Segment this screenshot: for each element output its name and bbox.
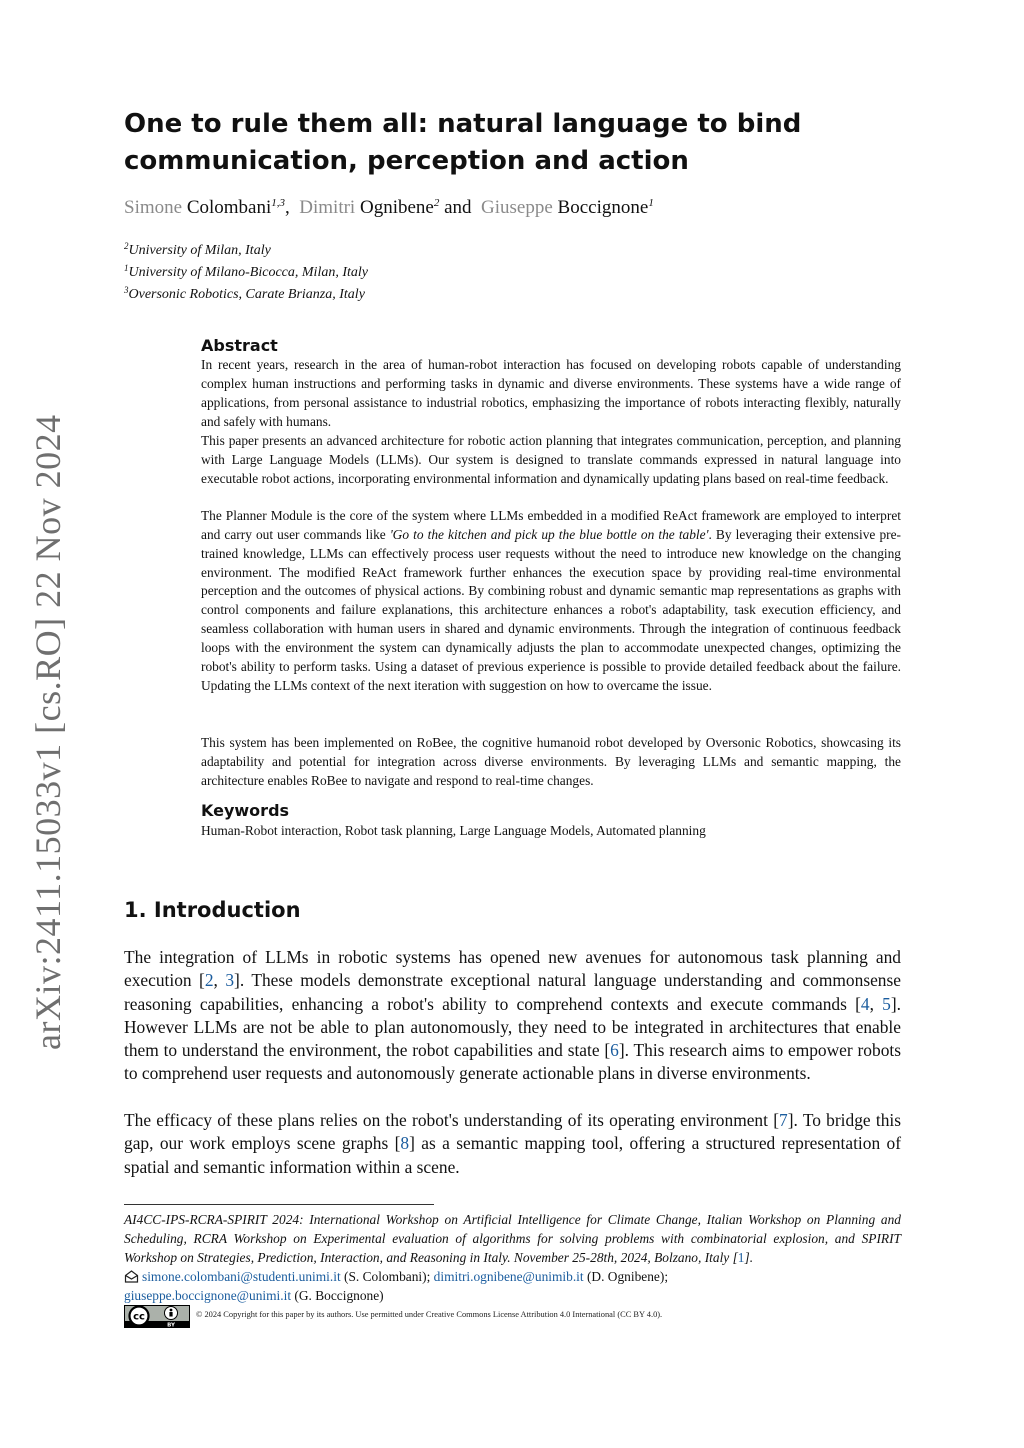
citation-link[interactable]: 5 bbox=[882, 993, 891, 1014]
keywords-text: Human-Robot interaction, Robot task planning, Large Language Models, Automated planning bbox=[201, 823, 706, 838]
keywords-heading: Keywords bbox=[201, 801, 290, 820]
section-heading-introduction: 1. Introduction bbox=[124, 898, 301, 922]
email-link[interactable]: dimitri.ognibene@unimib.it bbox=[433, 1269, 584, 1284]
by-label: BY bbox=[167, 1322, 175, 1328]
copyright-notice: © 2024 Copyright for this paper by its authors. Use permitted under Creative Commons License Attribution 4.0 International (CC BY 4.0). bbox=[196, 1310, 663, 1319]
abstract-paragraph: This paper presents an advanced architecture for robotic action planning that integrates communication, perception, and planning with Large Language Models (LLMs). Our system is designed to translate commands expressed in natural language into executable robot actions, incorporating environmental information and dynamically updating plans based on real-time feedback. bbox=[201, 433, 901, 486]
citation-link[interactable]: 7 bbox=[779, 1110, 788, 1130]
envelope-icon bbox=[124, 1270, 139, 1283]
affiliation: $^3$Oversonic Robotics, Carate Brianza, Italy bbox=[124, 285, 365, 302]
footnote-conference: AI4CC-IPS-RCRA-SPIRIT 2024: International Workshop on Artificial Intelligence for Climate Change, Italian Workshop on Planning and Scheduling, RCRA Workshop on Experimental evaluation of algorithms for solving problems with combinatorial explosion, and SPIRIT Workshop on Strategies, Prediction, Interaction, and Reasoning in Italy. November 25-28th, 2024, Bolzano, Italy [1]. bbox=[124, 1212, 901, 1265]
author-boccignone: Giuseppe Boccignone$^1$ bbox=[481, 197, 654, 218]
author-ognibene: Dimitri Ognibene$^2$ bbox=[299, 197, 440, 218]
footnote-divider bbox=[124, 1204, 434, 1205]
citation-link[interactable]: 1 bbox=[737, 1250, 745, 1265]
cc-by-license-icon bbox=[124, 1305, 190, 1328]
citation-link[interactable]: 4 bbox=[860, 993, 870, 1014]
citation-link[interactable]: 8 bbox=[400, 1133, 410, 1154]
affiliation: $^1$University of Milano-Bicocca, Milan, Italy bbox=[124, 263, 368, 280]
abstract-paragraph: In recent years, research in the area of human-robot interaction has focused on developing robots capable of understanding complex human instructions and performing tasks in dynamic and diverse environments. These systems have a wide range of applications, from personal assistance to industrial robotics, emphasizing the importance of robots interacting flexibly, naturally and safely with humans. bbox=[201, 357, 901, 429]
affiliation: $^2$University of Milan, Italy bbox=[124, 241, 271, 258]
intro-paragraph: The efficacy of these plans relies on the robot's understanding of its operating environment [7]. To bridge this gap, our work employs scene graphs [8] as a semantic mapping tool, offering a structured representation of spatial and semantic information within a scene. bbox=[124, 1110, 902, 1177]
citation-link[interactable]: 6 bbox=[610, 1040, 619, 1061]
author-list: Simone Colombani$^{1,3}$, Dimitri Ognibene$^2$ and Giuseppe Boccignone$^1$ bbox=[124, 197, 654, 218]
email-link[interactable]: simone.colombani@studenti.unimi.it bbox=[142, 1269, 341, 1284]
intro-paragraph: The integration of LLMs in robotic systems has opened new avenues for autonomous task planning and execution [2, 3]. These models demonstrate exceptional natural language understanding and commonsense reasoning capabilities, enhancing a robot's ability to comprehend contexts and execute commands [4, 5]. However LLMs are not be able to plan autonomously, they need to be integrated in architectures that enable them to understand the environment, the robot capabilities and state [6]. This research aims to empower robots to comprehend user requests and autonomously generate actionable plans in diverse environments. bbox=[124, 947, 901, 1084]
cc-label: cc bbox=[133, 1311, 145, 1323]
paper-title: One to rule them all: natural language to bind communication, perception and action bbox=[124, 109, 802, 176]
citation-link[interactable]: 2 bbox=[204, 970, 214, 991]
abstract-paragraph: The Planner Module is the core of the system where LLMs embedded in a modified ReAct framework are employed to interpret and carry out user commands like 'Go to the kitchen and pick up the blue bottle on the table'. By leveraging their extensive pre-trained knowledge, LLMs can effectively process user requests without the need to introduce new knowledge on the changing environment. The modified ReAct framework further enhances the execution space by providing real-time environmental perception and the outcomes of physical actions. By combining robust and dynamic semantic map representations as graphs with control components and failure explanations, this architecture enhances a robot's adaptability, task execution efficiency, and seamless collaboration with human users in shared and dynamic environments. Through the integration of continuous feedback loops with the environment the system can dynamically adjusts the plan to accommodate unexpected changes, optimizing the robot's ability to perform tasks. Using a dataset of previous experience is possible to provide detailed feedback about the failure. Updating the LLMs context of the next iteration with suggestion on how to overcame the issue. bbox=[201, 508, 901, 693]
arxiv-identifier: arXiv:2411.15033v1 [cs.RO] 22 Nov 2024 bbox=[28, 414, 68, 1050]
citation-link[interactable]: 3 bbox=[225, 970, 235, 991]
email-link[interactable]: giuseppe.boccignone@unimi.it bbox=[124, 1288, 292, 1303]
footnote-emails: simone.colombani@studenti.unimi.it (S. Colombani); dimitri.ognibene@unimib.it (D. Ognibene); giuseppe.boccignone@unimi.it (G. Boccignone) bbox=[124, 1269, 669, 1303]
author-colombani: Simone Colombani$^{1,3}$ bbox=[124, 197, 286, 218]
abstract-heading: Abstract bbox=[201, 336, 278, 355]
abstract-paragraph: This system has been implemented on RoBee, the cognitive humanoid robot developed by Oversonic Robotics, showcasing its adaptability and potential for integration across diverse environments. By leveraging LLMs and semantic mapping, the architecture enables RoBee to navigate and respond to real-time changes. bbox=[201, 735, 901, 788]
